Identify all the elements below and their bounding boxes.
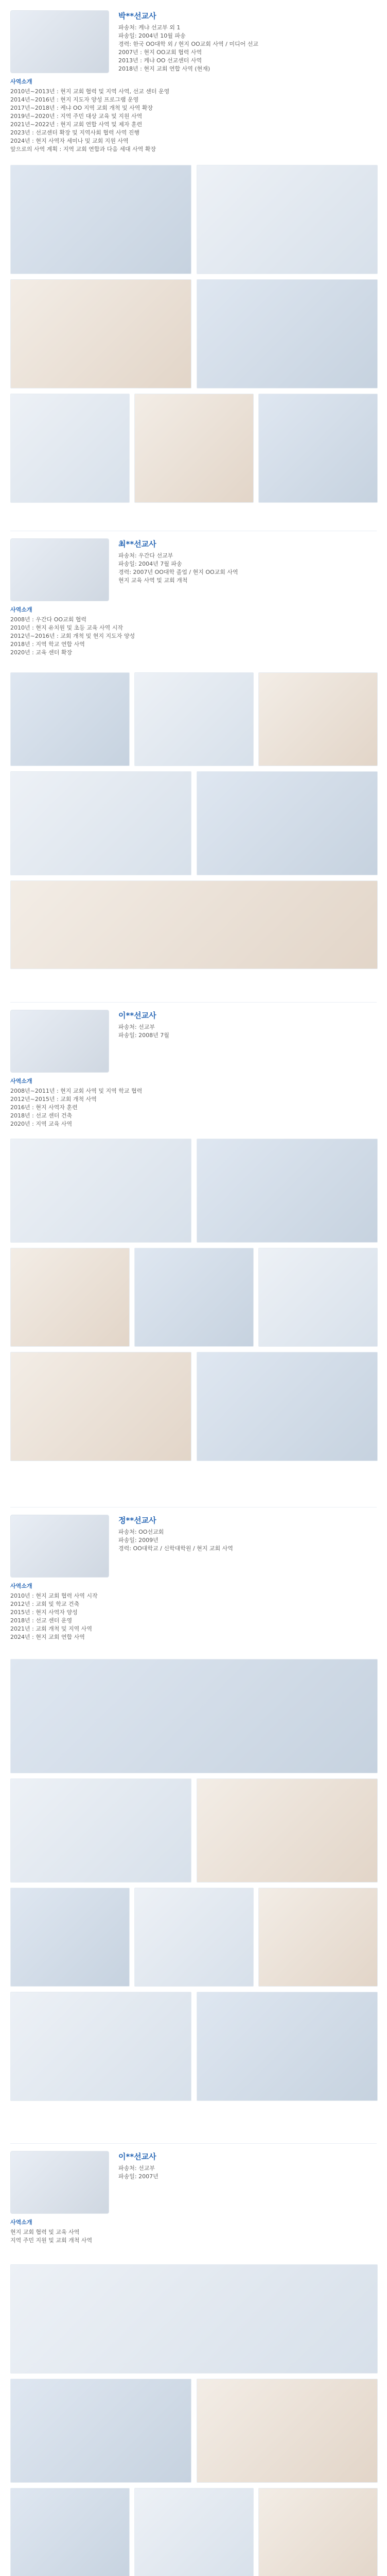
photo (10, 1888, 130, 1987)
missionary-header (118, 1515, 376, 1577)
missionary-body (10, 616, 377, 657)
body-line: 2023년 : 선교센터 확장 및 지역사회 협력 사역 진행 (10, 129, 139, 136)
body-line: 2018년 : 선교 센터 운영 (10, 1617, 73, 1624)
body-line: 2021년 : 교회 개척 및 지역 사역 (10, 1625, 92, 1632)
missionary-name: 정**선교사 (118, 1516, 156, 1525)
info-line: 파송처: OO선교회 (118, 1529, 164, 1535)
body-line: 2020년 : 지역 교육 사역 (10, 1121, 73, 1127)
photo-grid (10, 672, 377, 981)
body-line: 앞으로의 사역 계획 : 지역 교회 연합과 다음 세대 사역 확장 (10, 146, 156, 152)
photo (134, 1888, 254, 1987)
body-line: 2012년~2015년 : 교회 개척 사역 (10, 1096, 97, 1103)
info-line: 2018년 : 현지 교회 연합 사역 (현재) (118, 65, 210, 72)
photo (258, 1248, 378, 1347)
missionary-body (10, 1592, 377, 1641)
photo (197, 1778, 378, 1883)
body-line: 2014년~2016년 : 현지 지도자 양성 프로그램 운영 (10, 96, 139, 103)
missionary-section (10, 2151, 377, 2576)
missionary-name: 박**선교사 (118, 11, 156, 21)
photo (258, 2488, 378, 2576)
info-line: 경력: OO대학교 / 신학대학원 / 현지 교회 사역 (118, 1545, 233, 1552)
missionary-photo (10, 10, 109, 73)
photo (10, 771, 191, 875)
photo (10, 1659, 378, 1773)
info-line: 파송일: 2004년 10월 파송 (118, 32, 186, 39)
missionary-name: 최**선교사 (118, 539, 156, 549)
photo (197, 1139, 378, 1243)
info-line: 파송처: 선교부 (118, 2165, 155, 2172)
body-line: 2010년~2013년 : 현지 교회 협력 및 지역 사역, 선교 센터 운영 (10, 88, 170, 95)
photo (134, 672, 254, 766)
photo (10, 2488, 130, 2576)
info-line: 경력: 2007년 OO대학 졸업 / 현지 OO교회 사역 (118, 569, 238, 575)
body-line: 2018년 : 선교 센터 건축 (10, 1112, 73, 1119)
body-line: 2010년 : 현지 유치원 및 초등 교육 사역 시작 (10, 624, 124, 631)
photo (10, 1248, 130, 1347)
missionary-header (118, 10, 376, 72)
body-line: 2016년 : 현지 사역자 훈련 (10, 1104, 78, 1111)
photo (258, 394, 378, 503)
body-line: 2008년~2011년 : 현지 교회 사역 및 지역 학교 협력 (10, 1088, 143, 1094)
missionary-section (10, 1010, 377, 1499)
body-line: 2012년 : 교회 및 학교 건축 (10, 1601, 80, 1607)
photo (197, 2379, 378, 2483)
body-line: 2024년 : 현지 사역자 세미나 및 교회 지원 사역 (10, 138, 129, 144)
photo (10, 165, 191, 274)
info-line: 현지 교육 사역 및 교회 개척 (118, 577, 188, 584)
photo (10, 2379, 191, 2483)
photo (134, 394, 254, 503)
info-line: 경력: 한국 OO대학 외 / 현지 OO교회 사역 / 미디어 선교 (118, 41, 258, 47)
missionary-photo (10, 538, 109, 601)
info-line: 파송일: 2008년 7월 (118, 1032, 169, 1039)
photo (197, 1992, 378, 2101)
body-line: 2017년~2018년 : 케냐 OO 지역 교회 개척 및 사역 확장 (10, 105, 153, 111)
body-line: 2010년 : 현지 교회 협력 사역 시작 (10, 1592, 98, 1599)
info-line: 파송처: 우간다 선교부 (118, 552, 173, 559)
missionary-header (118, 2151, 376, 2213)
missionary-info (118, 2164, 376, 2181)
missionary-body (10, 1087, 377, 1128)
body-line: 현지 교회 협력 및 교육 사역 (10, 2229, 80, 2235)
body-line: 2008년 : 우간다 OO교회 협력 (10, 616, 87, 623)
missionary-photo (10, 2151, 109, 2214)
photo (10, 880, 378, 969)
body-line: 2020년 : 교육 센터 확장 (10, 649, 73, 656)
photo-grid (10, 165, 377, 515)
missionary-header (118, 1010, 376, 1072)
photo (258, 672, 378, 766)
photo (10, 1992, 191, 2101)
missionary-photo (10, 1010, 109, 1073)
divider (10, 2143, 377, 2144)
missionary-name: 이**선교사 (118, 2152, 156, 2161)
photo (134, 1248, 254, 1347)
body-line: 2019년~2020년 : 지역 주민 대상 교육 및 지원 사역 (10, 113, 143, 120)
info-line: 파송일: 2007년 (118, 2173, 159, 2180)
missionary-body (10, 88, 377, 154)
photo (10, 279, 191, 388)
body-line: 2024년 : 현지 교회 연합 사역 (10, 1634, 85, 1640)
body-line: 지역 주민 지원 및 교회 개척 사역 (10, 2237, 93, 2244)
missionary-info (118, 1528, 376, 1553)
missionary-photo (10, 1515, 109, 1578)
missionary-section (10, 10, 377, 526)
photo (134, 2488, 254, 2576)
section-tag: 사역소개 (10, 2219, 32, 2226)
section-tag: 사역소개 (10, 1583, 32, 1589)
body-line: 2021년~2022년 : 현지 교회 연합 사역 및 제자 훈련 (10, 121, 143, 128)
photo (197, 771, 378, 875)
photo (197, 165, 378, 274)
missionary-name: 이**선교사 (118, 1011, 156, 1020)
missionary-info (118, 552, 376, 585)
body-line: 2018년 : 지역 학교 연합 사역 (10, 641, 85, 648)
photo (197, 279, 378, 388)
missionary-section (10, 538, 377, 1002)
photo (10, 672, 130, 766)
missionary-info (118, 1023, 376, 1040)
photo (10, 2264, 378, 2374)
photo (10, 1778, 191, 1883)
section-tag: 사역소개 (10, 78, 32, 85)
info-line: 파송처: 선교부 (118, 1024, 155, 1030)
missionary-header (118, 538, 376, 600)
photo-grid (10, 1659, 377, 2112)
missionary-section (10, 1515, 377, 2133)
body-line: 2012년~2016년 : 교회 개척 및 현지 지도자 양성 (10, 633, 135, 639)
missionary-body (10, 2228, 377, 2245)
info-line: 파송일: 2004년 7월 파송 (118, 561, 182, 567)
info-line: 2013년 : 케냐 OO 선교센터 사역 (118, 57, 202, 64)
info-line: 파송처: 케냐 선교부 외 1 (118, 24, 181, 31)
body-line: 2015년 : 현지 사역자 양성 (10, 1609, 78, 1616)
photo (10, 394, 130, 503)
missionary-info (118, 24, 376, 73)
photo (197, 1352, 378, 1461)
photo-grid (10, 1139, 377, 1473)
photo (10, 1139, 191, 1243)
divider (10, 1002, 377, 1003)
photo (258, 1888, 378, 1987)
info-line: 파송일: 2009년 (118, 1537, 159, 1544)
photo-grid (10, 2264, 377, 2576)
info-line: 2007년 : 현지 OO교회 협력 사역 (118, 49, 202, 56)
photo (10, 1352, 191, 1461)
section-tag: 사역소개 (10, 1078, 32, 1084)
section-tag: 사역소개 (10, 606, 32, 613)
